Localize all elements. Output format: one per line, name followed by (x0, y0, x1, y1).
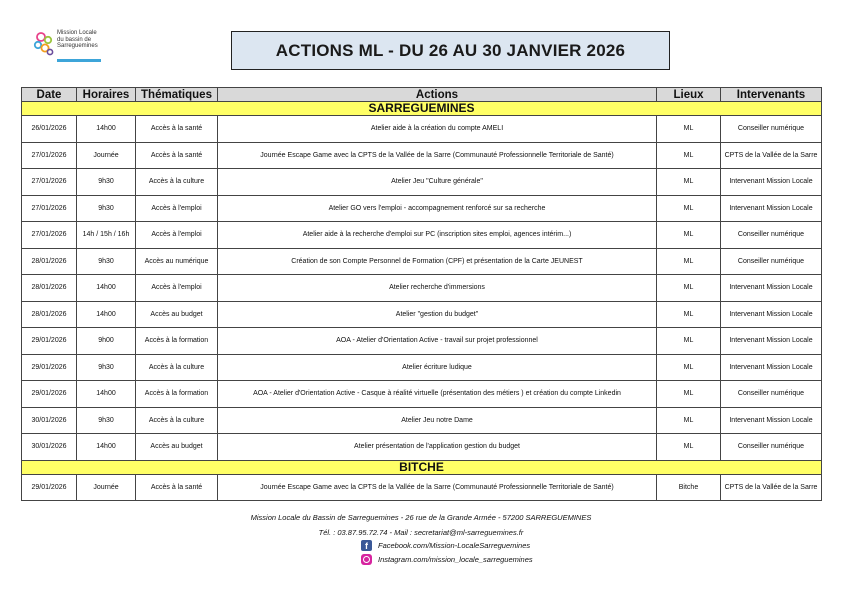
cell-intervenant: Intervenant Mission Locale (721, 169, 822, 196)
header-thematiques: Thématiques (136, 88, 218, 102)
table-row (22, 142, 822, 169)
cell-action: Atelier écriture ludique (218, 354, 657, 381)
cell-action: AOA - Atelier d'Orientation Active - Casque à réalité virtuelle (présentation des métiers ) et création du compte Linkedin (218, 381, 657, 408)
cell-thematique: Accès à la formation (136, 328, 218, 355)
cell-lieu: ML (657, 116, 721, 143)
table-row (22, 381, 822, 408)
header-intervenants: Intervenants (721, 88, 822, 102)
section-title: SARREGUEMINES (22, 102, 822, 116)
cell-intervenant: Conseiller numérique (721, 248, 822, 275)
cell-action: Atelier "gestion du budget" (218, 301, 657, 328)
cell-thematique: Accès à la santé (136, 142, 218, 169)
cell-action: Atelier recherche d'immersions (218, 275, 657, 302)
cell-thematique: Accès à la culture (136, 354, 218, 381)
cell-intervenant: Intervenant Mission Locale (721, 407, 822, 434)
cell-intervenant: Intervenant Mission Locale (721, 195, 822, 222)
header-date: Date (22, 88, 77, 102)
cell-intervenant: Intervenant Mission Locale (721, 328, 822, 355)
cell-thematique: Accès à la santé (136, 474, 218, 501)
cell-date: 29/01/2026 (22, 474, 77, 501)
cell-horaire: 14h00 (77, 301, 136, 328)
cell-horaire: 14h00 (77, 116, 136, 143)
cell-horaire: 9h30 (77, 248, 136, 275)
cell-thematique: Accès au budget (136, 434, 218, 461)
table-row (22, 169, 822, 196)
section-title: BITCHE (22, 460, 822, 474)
table-row (22, 116, 822, 143)
table-row (22, 195, 822, 222)
cell-action: Journée Escape Game avec la CPTS de la Vallée de la Sarre (Communauté Professionnelle Territoriale de Santé) (218, 474, 657, 501)
cell-intervenant: CPTS de la Vallée de la Sarre (721, 474, 822, 501)
footer-contact: Tél. : 03.87.95.72.74 - Mail : secretariat@ml-sarreguemines.fr (318, 528, 524, 537)
logo-mark-icon (33, 30, 55, 60)
cell-horaire: 9h00 (77, 328, 136, 355)
instagram-link[interactable] (361, 554, 533, 565)
cell-lieu: ML (657, 169, 721, 196)
cell-action: Création de son Compte Personnel de Formation (CPF) et présentation de la Carte JEUNEST (218, 248, 657, 275)
cell-date: 26/01/2026 (22, 116, 77, 143)
cell-date: 30/01/2026 (22, 407, 77, 434)
cell-horaire: 9h30 (77, 354, 136, 381)
facebook-icon: f (361, 540, 372, 551)
cell-intervenant: Intervenant Mission Locale (721, 354, 822, 381)
footer-address: Mission Locale du Bassin de Sarreguemines - 26 rue de la Grande Armée - 57200 SARREGUEMINES (250, 513, 592, 522)
cell-horaire: 14h00 (77, 275, 136, 302)
cell-date: 29/01/2026 (22, 354, 77, 381)
cell-date: 27/01/2026 (22, 142, 77, 169)
cell-action: Atelier présentation de l'application gestion du budget (218, 434, 657, 461)
cell-horaire: Journée (77, 474, 136, 501)
cell-action: Atelier aide à la création du compte AMELI (218, 116, 657, 143)
cell-horaire: Journée (77, 142, 136, 169)
cell-horaire: 9h30 (77, 169, 136, 196)
cell-thematique: Accès à la culture (136, 407, 218, 434)
page-title: ACTIONS ML - DU 26 AU 30 JANVIER 2026 (275, 40, 626, 60)
cell-intervenant: Conseiller numérique (721, 116, 822, 143)
cell-thematique: Accès au budget (136, 301, 218, 328)
cell-date: 29/01/2026 (22, 381, 77, 408)
cell-lieu: ML (657, 434, 721, 461)
cell-lieu: ML (657, 195, 721, 222)
cell-horaire: 14h00 (77, 381, 136, 408)
cell-lieu: Bitche (657, 474, 721, 501)
cell-intervenant: CPTS de la Vallée de la Sarre (721, 142, 822, 169)
cell-thematique: Accès à la culture (136, 169, 218, 196)
cell-intervenant: Conseiller numérique (721, 381, 822, 408)
cell-intervenant: Intervenant Mission Locale (721, 275, 822, 302)
cell-lieu: ML (657, 328, 721, 355)
instagram-text: Instagram.com/mission_locale_sarreguemines (378, 555, 533, 564)
cell-lieu: ML (657, 222, 721, 249)
schedule-table (21, 87, 822, 501)
cell-action: AOA - Atelier d'Orientation Active - travail sur projet professionnel (218, 328, 657, 355)
cell-lieu: ML (657, 301, 721, 328)
cell-lieu: ML (657, 354, 721, 381)
table-body (22, 102, 822, 501)
cell-action: Journée Escape Game avec la CPTS de la Vallée de la Sarre (Communauté Professionnelle Territoriale de Santé) (218, 142, 657, 169)
header-horaires: Horaires (77, 88, 136, 102)
table-row (22, 407, 822, 434)
cell-action: Atelier GO vers l'emploi - accompagnement renforcé sur sa recherche (218, 195, 657, 222)
cell-horaire: 9h30 (77, 407, 136, 434)
table-row (22, 474, 822, 501)
cell-thematique: Accès à la formation (136, 381, 218, 408)
table-header-row (22, 88, 822, 102)
cell-lieu: ML (657, 248, 721, 275)
cell-date: 27/01/2026 (22, 195, 77, 222)
cell-horaire: 14h / 15h / 16h (77, 222, 136, 249)
cell-date: 28/01/2026 (22, 248, 77, 275)
facebook-link[interactable] (361, 540, 530, 551)
cell-date: 28/01/2026 (22, 301, 77, 328)
table-row (22, 328, 822, 355)
cell-date: 30/01/2026 (22, 434, 77, 461)
cell-lieu: ML (657, 381, 721, 408)
table-row (22, 434, 822, 461)
cell-action: Atelier Jeu "Culture générale" (218, 169, 657, 196)
logo-text: Mission Locale du bassin de Sarreguemines (57, 30, 98, 49)
cell-date: 27/01/2026 (22, 222, 77, 249)
cell-horaire: 9h30 (77, 195, 136, 222)
cell-date: 29/01/2026 (22, 328, 77, 355)
table-row (22, 222, 822, 249)
section-row (22, 102, 822, 116)
section-row (22, 460, 822, 474)
cell-action: Atelier Jeu notre Dame (218, 407, 657, 434)
cell-action: Atelier aide à la recherche d'emploi sur PC (inscription sites emploi, agences intérim...) (218, 222, 657, 249)
table-row (22, 301, 822, 328)
header-actions: Actions (218, 88, 657, 102)
cell-lieu: ML (657, 407, 721, 434)
table-row (22, 248, 822, 275)
table-row (22, 354, 822, 381)
cell-intervenant: Conseiller numérique (721, 222, 822, 249)
cell-date: 27/01/2026 (22, 169, 77, 196)
table-row (22, 275, 822, 302)
logo-bar (57, 59, 101, 62)
cell-thematique: Accès à l'emploi (136, 222, 218, 249)
cell-thematique: Accès à l'emploi (136, 275, 218, 302)
mission-locale-logo (33, 28, 113, 68)
cell-horaire: 14h00 (77, 434, 136, 461)
title-box (231, 31, 670, 70)
facebook-text: Facebook.com/Mission-LocaleSarreguemines (378, 541, 531, 550)
cell-thematique: Accès au numérique (136, 248, 218, 275)
instagram-icon (361, 554, 372, 565)
cell-intervenant: Conseiller numérique (721, 434, 822, 461)
header-lieux: Lieux (657, 88, 721, 102)
cell-lieu: ML (657, 275, 721, 302)
cell-lieu: ML (657, 142, 721, 169)
cell-intervenant: Intervenant Mission Locale (721, 301, 822, 328)
cell-date: 28/01/2026 (22, 275, 77, 302)
cell-thematique: Accès à l'emploi (136, 195, 218, 222)
cell-thematique: Accès à la santé (136, 116, 218, 143)
